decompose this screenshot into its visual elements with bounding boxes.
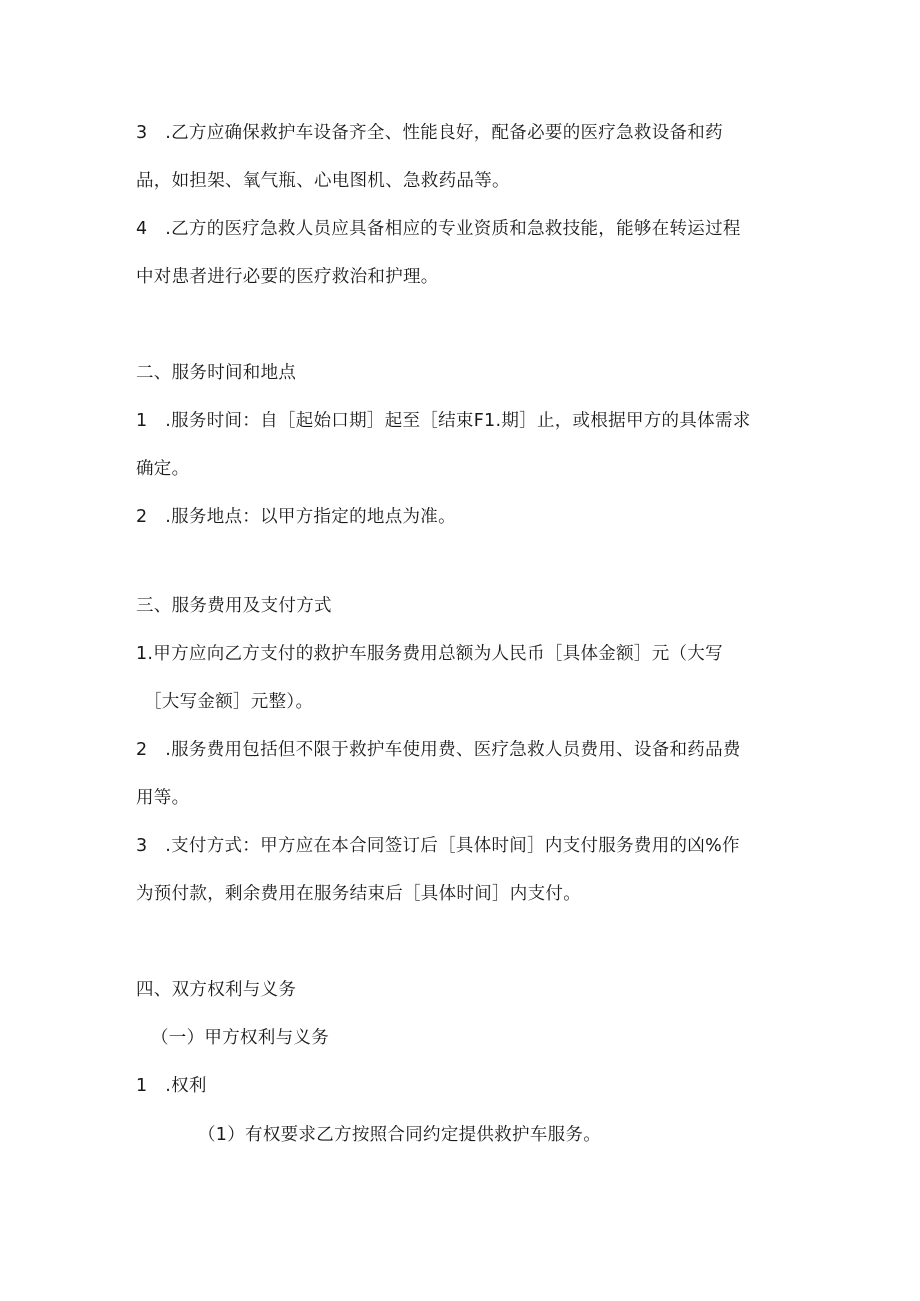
service-location-line: 2 .服务地点：以甲方指定的地点为准。 [136, 507, 456, 527]
service-time-line-1: 1 .服务时间：自［起始口期］起至［结束F1.期］止，或根据甲方的具体需求 [136, 411, 751, 431]
section-2-heading: 二、服务时间和地点 [136, 363, 297, 383]
section-4-heading: 四、双方权利与义务 [136, 980, 297, 1000]
party-a-subheading: （一）甲方权利与义务 [151, 1028, 329, 1048]
fee-total-line-2: ［大写金额］元整）。 [144, 692, 314, 712]
clause-4-line-1: 4 .乙方的医疗急救人员应具备相应的专业资质和急救技能，能够在转运过程 [136, 219, 741, 239]
section-3-heading: 三、服务费用及支付方式 [136, 596, 332, 616]
service-time-line-2: 确定。 [136, 459, 190, 479]
clause-3-line-2: 品，如担架、氧气瓶、心电图机、急救药品等。 [136, 171, 510, 191]
fee-scope-line-2: 用等。 [136, 788, 190, 808]
right-item-1: （1）有权要求乙方按照合同约定提供救护车服务。 [198, 1125, 602, 1145]
clause-4-line-2: 中对患者进行必要的医疗救治和护理。 [136, 267, 439, 287]
payment-method-line-1: 3 .支付方式：甲方应在本合同签订后［具体时间］内支付服务费用的凶%作 [136, 836, 740, 856]
payment-method-line-2: 为预付款，剩余费用在服务结束后［具体时间］内支付。 [136, 884, 581, 904]
clause-3-line-1: 3 .乙方应确保救护车设备齐全、性能良好，配备必要的医疗急救设备和药 [136, 123, 723, 143]
fee-total-line-1: 1.甲方应向乙方支付的救护车服务费用总额为人民币［具体金额］元（大写 [136, 644, 723, 664]
fee-scope-line-1: 2 .服务费用包括但不限于救护车使用费、医疗急救人员费用、设备和药品费 [136, 740, 741, 760]
rights-heading: 1 .权利 [136, 1076, 207, 1096]
